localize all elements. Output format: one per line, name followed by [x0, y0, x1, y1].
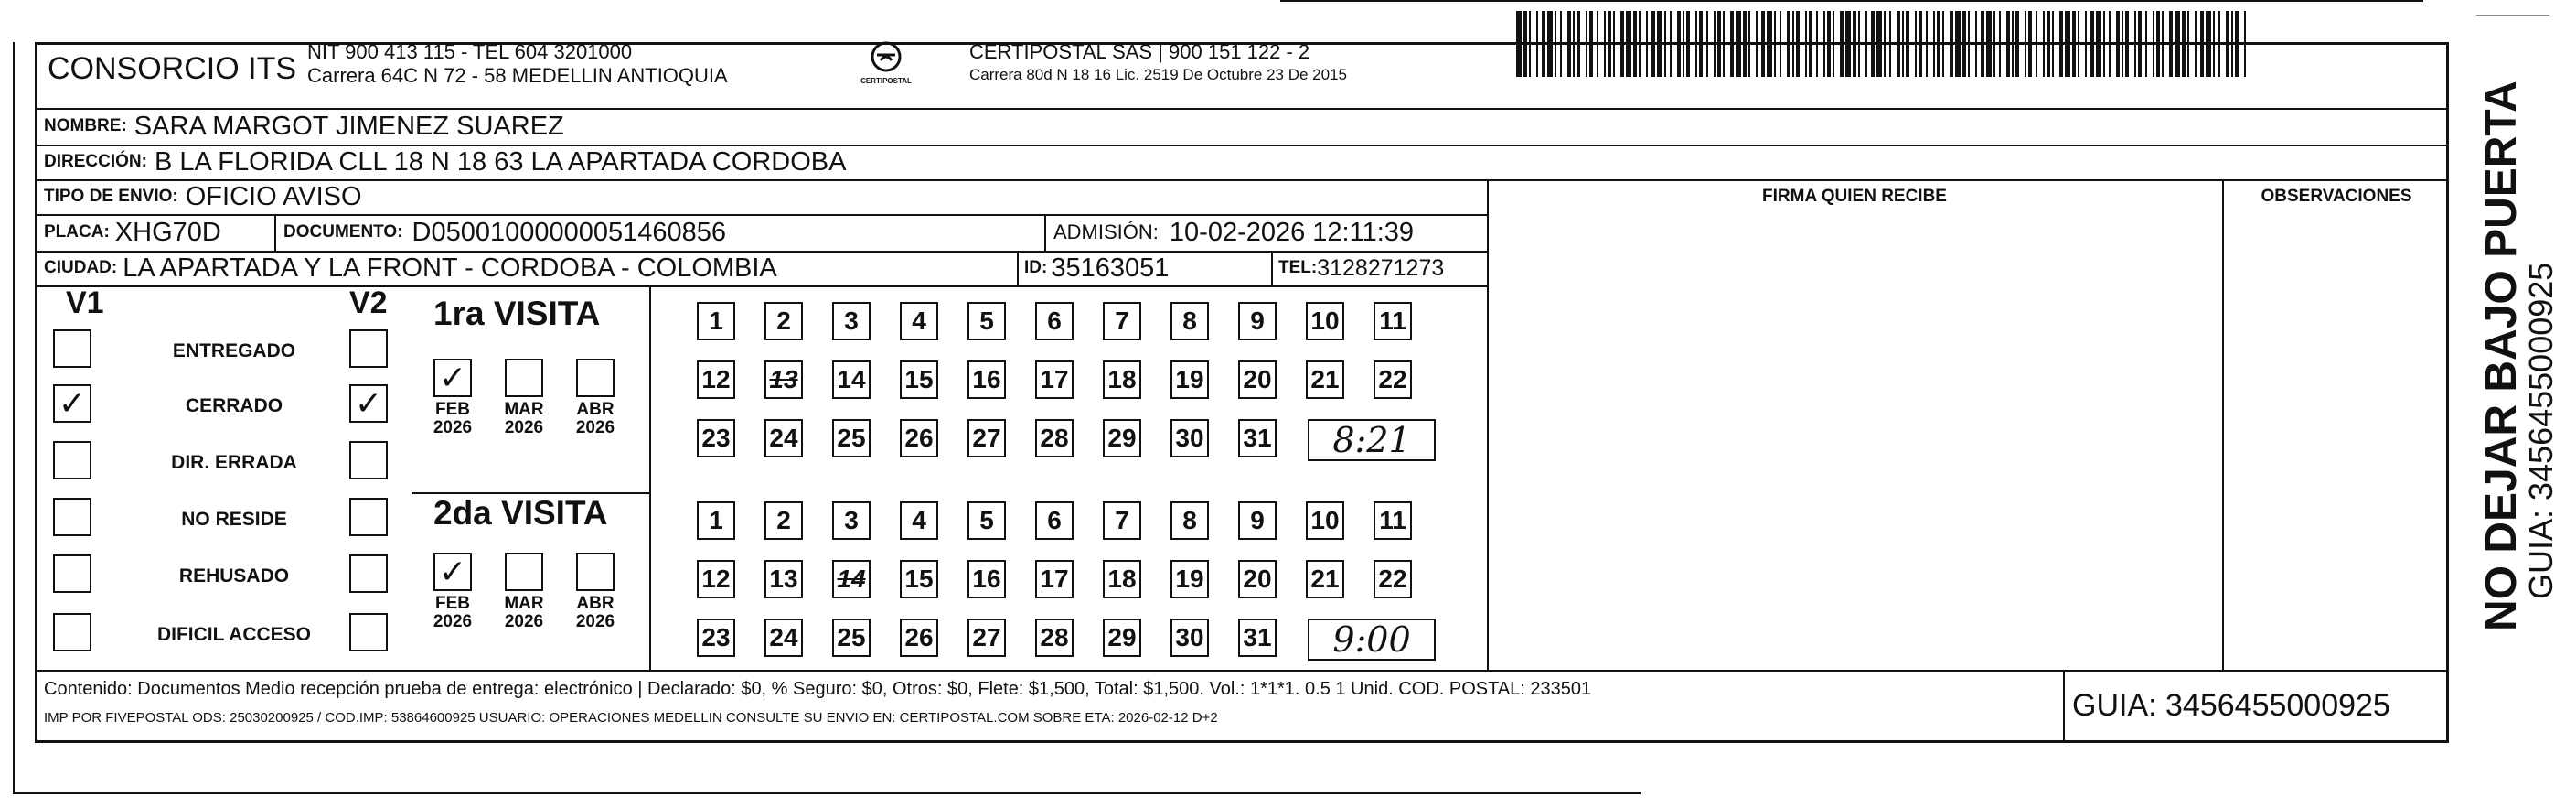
- footer-guia: GUIA: 3456455000925: [2072, 688, 2390, 723]
- second-visit-day-box[interactable]: 31: [1238, 619, 1277, 657]
- direccion-row: [44, 145, 846, 179]
- admision-cell: [1053, 214, 1414, 251]
- first-visit-day-box[interactable]: 9: [1238, 302, 1277, 340]
- signature-area[interactable]: [1489, 216, 2220, 668]
- second-visit-day-box[interactable]: 14: [832, 560, 871, 598]
- second-visit-time-box[interactable]: 9:00: [1308, 619, 1436, 661]
- documento-value: D05001000000051460856: [412, 217, 727, 247]
- second-visit-day-box[interactable]: 15: [900, 560, 938, 598]
- first-visit-day-box[interactable]: 2: [764, 302, 803, 340]
- v2-checkbox[interactable]: [349, 554, 388, 593]
- tipo-row: [44, 179, 362, 214]
- v1-checkbox[interactable]: [53, 498, 91, 536]
- status-label: CERRADO: [185, 395, 283, 416]
- second-visit-day-box[interactable]: 13: [764, 560, 803, 598]
- second-visit-day-box[interactable]: 7: [1103, 501, 1141, 540]
- second-visit-day-box[interactable]: 24: [764, 619, 803, 657]
- second-visit-day-box[interactable]: 6: [1035, 501, 1074, 540]
- first-visit-day-box[interactable]: 29: [1103, 419, 1141, 457]
- second-visit-month-checkbox[interactable]: ✓: [433, 553, 472, 591]
- v2-checkbox[interactable]: ✓: [349, 384, 388, 423]
- second-visit-day-box[interactable]: 12: [697, 560, 735, 598]
- first-visit-day-box[interactable]: 11: [1374, 302, 1412, 340]
- first-visit-day-box[interactable]: 17: [1035, 360, 1074, 399]
- first-visit-month-label: MAR 2026: [504, 400, 544, 437]
- second-visit-day-box[interactable]: 16: [967, 560, 1006, 598]
- second-visit-day-box[interactable]: 23: [697, 619, 735, 657]
- second-visit-day-box[interactable]: 4: [900, 501, 938, 540]
- logo-text: CERTIPOSTAL: [860, 77, 912, 85]
- first-visit-day-box[interactable]: 20: [1238, 360, 1277, 399]
- placa-cell: [44, 214, 221, 251]
- second-visit-day-box[interactable]: 8: [1170, 501, 1209, 540]
- certipostal-address: Carrera 80d N 18 16 Lic. 2519 De Octubre 23 De 2015: [969, 66, 1347, 83]
- first-visit-day-box[interactable]: 19: [1170, 360, 1209, 399]
- first-visit-day-box[interactable]: 13: [764, 360, 803, 399]
- second-visit-day-box[interactable]: 1: [697, 501, 735, 540]
- direccion-value: B LA FLORIDA CLL 18 N 18 63 LA APARTADA CORDOBA: [154, 146, 847, 177]
- second-visit-day-box[interactable]: 17: [1035, 560, 1074, 598]
- first-visit-month-label: ABR 2026: [575, 400, 615, 437]
- first-visit-time-box[interactable]: 8:21: [1308, 419, 1436, 461]
- observaciones-area[interactable]: [2224, 216, 2447, 668]
- documento-label: DOCUMENTO:: [283, 222, 403, 242]
- id-label: ID:: [1024, 258, 1048, 277]
- documento-cell: [283, 214, 726, 251]
- first-visit-month-checkbox[interactable]: [576, 359, 615, 397]
- top-edge-mark: [1280, 0, 2423, 2]
- company-address: Carrera 64C N 72 - 58 MEDELLIN ANTIOQUIA: [307, 64, 728, 87]
- footer-imp: IMP POR FIVEPOSTAL ODS: 25030200925 / COD.IMP: 53864600925 USUARIO: OPERACIONES MEDELLIN CONSULTE SU ENVIO EN: CERTIPOSTAL.COM SOBRE ETA: 2026-02-12 D+2: [44, 710, 1218, 726]
- id-value: 35163051: [1051, 253, 1170, 283]
- tipo-value: OFICIO AVISO: [185, 181, 362, 211]
- second-visit-day-box[interactable]: 30: [1170, 619, 1209, 657]
- observaciones-header: [2224, 179, 2449, 214]
- second-visit-title: 2da VISITA: [433, 494, 608, 532]
- ciudad-cell: [44, 251, 777, 285]
- first-visit-day-box[interactable]: 27: [967, 419, 1006, 457]
- first-visit-month-label: FEB 2026: [433, 400, 473, 437]
- observaciones-label: OBSERVACIONES: [2261, 187, 2412, 206]
- first-visit-day-box[interactable]: 23: [697, 419, 735, 457]
- second-visit-month-label: ABR 2026: [575, 594, 615, 631]
- nombre-label: NOMBRE:: [44, 116, 127, 135]
- first-visit-day-box[interactable]: 22: [1374, 360, 1412, 399]
- first-visit-day-box[interactable]: 14: [832, 360, 871, 399]
- ciudad-label: CIUDAD:: [44, 258, 118, 277]
- status-label: ENTREGADO: [172, 340, 296, 361]
- second-visit-day-box[interactable]: 10: [1306, 501, 1344, 540]
- second-visit-day-box[interactable]: 5: [967, 501, 1006, 540]
- first-visit-month-checkbox[interactable]: ✓: [433, 359, 472, 397]
- first-visit-day-box[interactable]: 25: [832, 419, 871, 457]
- first-visit-day-box[interactable]: 4: [900, 302, 938, 340]
- first-visit-day-box[interactable]: 26: [900, 419, 938, 457]
- v1-label: V1: [66, 285, 104, 320]
- top-right-mark: [2476, 15, 2549, 16]
- status-label: REHUSADO: [178, 565, 290, 586]
- nombre-row: [44, 108, 564, 145]
- first-visit-day-box[interactable]: 5: [967, 302, 1006, 340]
- first-visit-day-box[interactable]: 12: [697, 360, 735, 399]
- direccion-label: DIRECCIÓN:: [44, 152, 147, 171]
- first-visit-day-box[interactable]: 15: [900, 360, 938, 399]
- v2-checkbox[interactable]: [349, 329, 388, 368]
- v2-checkbox[interactable]: [349, 498, 388, 536]
- second-visit-day-box[interactable]: 26: [900, 619, 938, 657]
- second-visit-day-box[interactable]: 18: [1103, 560, 1141, 598]
- second-visit-day-box[interactable]: 9: [1238, 501, 1277, 540]
- placa-value: XHG70D: [114, 217, 221, 247]
- first-visit-day-box[interactable]: 6: [1035, 302, 1074, 340]
- status-label: DIR. ERRADA: [171, 452, 297, 473]
- v2-checkbox[interactable]: [349, 613, 388, 651]
- first-visit-day-box[interactable]: 24: [764, 419, 803, 457]
- second-visit-day-box[interactable]: 19: [1170, 560, 1209, 598]
- first-visit-day-box[interactable]: 28: [1035, 419, 1074, 457]
- second-visit-month-label: FEB 2026: [433, 594, 473, 631]
- first-visit-month-checkbox[interactable]: [505, 359, 543, 397]
- nombre-value: SARA MARGOT JIMENEZ SUAREZ: [134, 111, 564, 141]
- second-visit-day-box[interactable]: 25: [832, 619, 871, 657]
- first-visit-day-box[interactable]: 30: [1170, 419, 1209, 457]
- second-visit-day-box[interactable]: 11: [1374, 501, 1412, 540]
- second-visit-day-box[interactable]: 22: [1374, 560, 1412, 598]
- firma-label: FIRMA QUIEN RECIBE: [1762, 187, 1947, 206]
- first-visit-day-box[interactable]: 3: [832, 302, 871, 340]
- tipo-label: TIPO DE ENVIO:: [44, 187, 178, 206]
- footer-contents: Contenido: Documentos Medio recepción prueba de entrega: electrónico | Declarado: $0, % Seguro: $0, Otros: $0, Flete: $1,500, Total: $1,500. Vol.: 1*1*1. 0.5 1 Unid. COD. POSTAL: 233501: [44, 679, 1592, 699]
- tel-cell: [1278, 251, 1444, 285]
- v1-checkbox[interactable]: ✓: [53, 384, 91, 423]
- first-visit-day-box[interactable]: 7: [1103, 302, 1141, 340]
- first-visit-day-box[interactable]: 18: [1103, 360, 1141, 399]
- second-visit-day-box[interactable]: 28: [1035, 619, 1074, 657]
- second-visit-day-box[interactable]: 29: [1103, 619, 1141, 657]
- firma-header: [1487, 179, 2222, 214]
- admision-label: ADMISIÓN:: [1053, 221, 1159, 243]
- tel-label: TEL:: [1278, 258, 1318, 277]
- status-label: NO RESIDE: [181, 509, 287, 530]
- v1-checkbox[interactable]: [53, 613, 91, 651]
- company-name: CONSORCIO ITS: [48, 51, 297, 86]
- side-warning: NO DEJAR BAJO PUERTA: [2477, 81, 2526, 631]
- second-visit-day-box[interactable]: 3: [832, 501, 871, 540]
- left-edge-mark: [13, 42, 15, 794]
- second-visit-day-box[interactable]: 27: [967, 619, 1006, 657]
- placa-label: PLACA:: [44, 222, 110, 242]
- second-visit-month-label: MAR 2026: [504, 594, 544, 631]
- second-visit-month-checkbox[interactable]: [505, 553, 543, 591]
- first-visit-day-box[interactable]: 21: [1306, 360, 1344, 399]
- v1-checkbox[interactable]: [53, 329, 91, 368]
- second-visit-day-box[interactable]: 20: [1238, 560, 1277, 598]
- side-guia: GUIA: 3456455000925: [2522, 262, 2560, 599]
- first-visit-day-box[interactable]: 16: [967, 360, 1006, 399]
- second-visit-day-box[interactable]: 21: [1306, 560, 1344, 598]
- admision-value: 10-02-2026 12:11:39: [1169, 217, 1415, 247]
- certipostal-info: CERTIPOSTAL SAS | 900 151 122 - 2: [969, 40, 1310, 63]
- second-visit-month-checkbox[interactable]: [576, 553, 615, 591]
- first-visit-day-box[interactable]: 10: [1306, 302, 1344, 340]
- ciudad-value: LA APARTADA Y LA FRONT - CORDOBA - COLOMBIA: [123, 253, 777, 283]
- v2-label: V2: [349, 285, 388, 320]
- second-visit-day-box[interactable]: 2: [764, 501, 803, 540]
- v2-checkbox[interactable]: [349, 441, 388, 479]
- v1-checkbox[interactable]: [53, 441, 91, 479]
- first-visit-day-box[interactable]: 1: [697, 302, 735, 340]
- tel-value: 3128271273: [1317, 254, 1445, 281]
- bottom-edge-mark: [13, 792, 1641, 794]
- first-visit-title: 1ra VISITA: [433, 295, 601, 332]
- first-visit-day-box[interactable]: 31: [1238, 419, 1277, 457]
- v1-checkbox[interactable]: [53, 554, 91, 593]
- id-cell: [1024, 251, 1169, 285]
- first-visit-day-box[interactable]: 8: [1170, 302, 1209, 340]
- company-nit: NIT 900 413 115 - TEL 604 3201000: [307, 40, 633, 63]
- status-label: DIFICIL ACCESO: [156, 624, 311, 645]
